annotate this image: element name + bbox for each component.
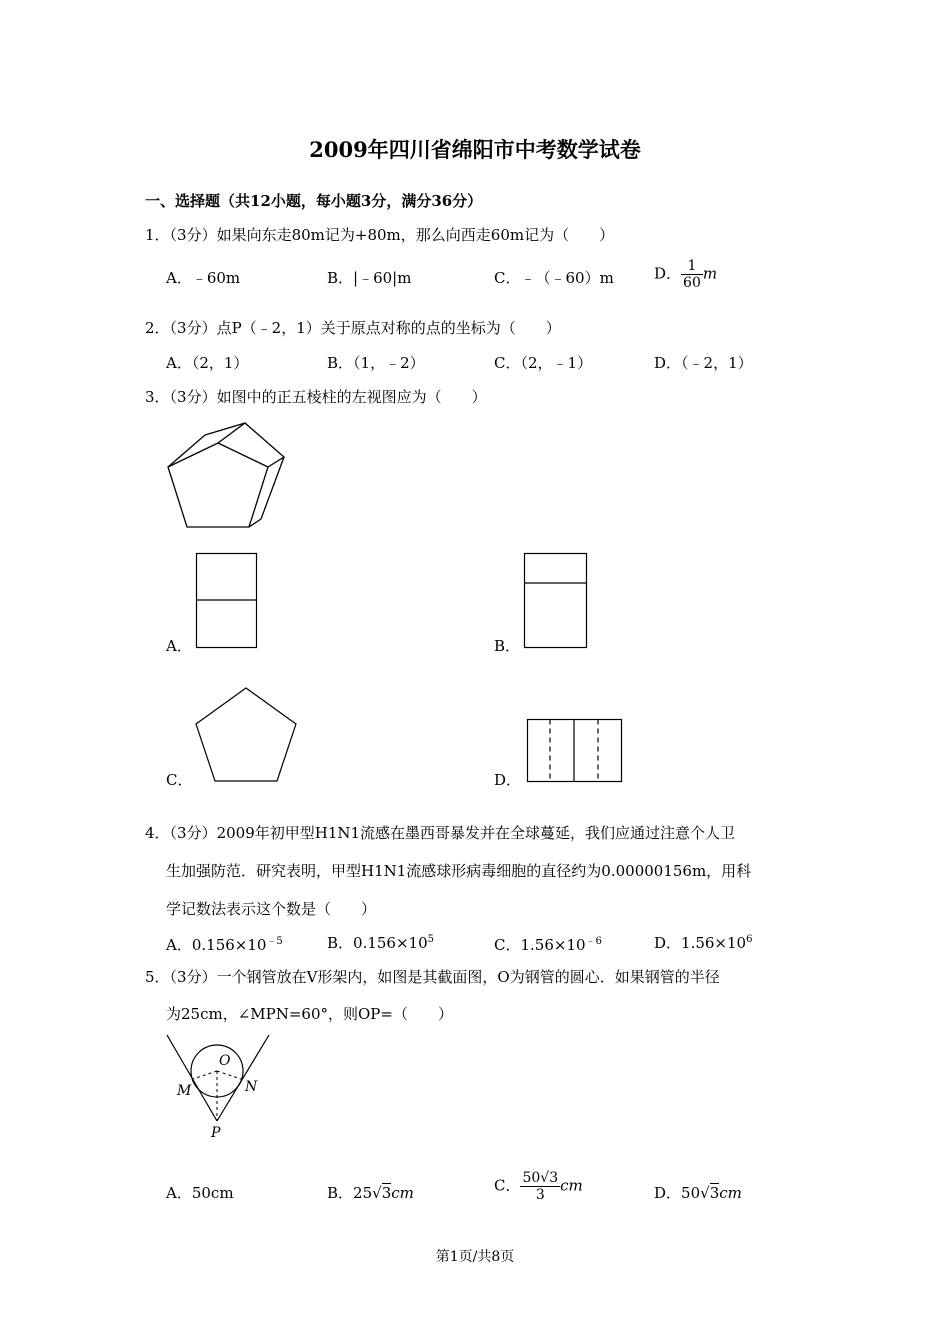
option-d-label: D．: [654, 264, 682, 283]
fraction-denominator: 3: [535, 1187, 545, 1203]
question-1-option-d: [654, 258, 717, 291]
option-b-exponent: 5: [427, 934, 434, 945]
question-4-line-2: 生加强防范．研究表明，甲型H1N1流感球形病毒细胞的直径约为0.00000156m，用科: [166, 862, 752, 880]
unit: cm: [719, 1184, 742, 1202]
option-d-figure: [527, 719, 623, 783]
option-b-coefficient: B．25: [327, 1184, 373, 1202]
option-b-base: B．0.156×10: [327, 934, 428, 952]
option-c-base: C．1.56×10: [494, 936, 586, 954]
option-a-base: A．0.156×10: [166, 936, 267, 954]
fraction: [681, 258, 703, 291]
option-a-figure: [196, 553, 258, 649]
fraction-numerator: 50√3: [522, 1170, 559, 1186]
fraction: [520, 1170, 560, 1203]
fraction-numerator: 1: [681, 258, 703, 275]
question-3-option-b: B．: [494, 637, 521, 655]
label-m: M: [177, 1083, 192, 1099]
question-2-stem: 2．（3分）点P（﹣2，1）关于原点对称的点的坐标为（ ）: [145, 319, 561, 337]
question-4-line-3: 学记数法表示这个数是（ ）: [166, 900, 377, 918]
radicand: 3: [381, 1184, 392, 1202]
option-c-label: C．: [494, 1176, 521, 1195]
question-5-option-b: [327, 1182, 414, 1203]
fraction-denominator: 60: [683, 275, 701, 291]
pentagonal-prism-figure: [160, 415, 290, 535]
option-b-figure: [524, 553, 588, 649]
question-5-line-2: 为25cm，∠MPN=60°，则OP=（ ）: [166, 1005, 453, 1023]
question-4-option-d: [654, 932, 752, 953]
label-n: N: [245, 1079, 258, 1095]
label-p: P: [211, 1125, 221, 1141]
option-c-figure: [195, 687, 299, 785]
sqrt-icon: √: [372, 1184, 382, 1202]
question-3-option-d: D．: [494, 771, 522, 789]
question-3-option-c: C．: [166, 771, 193, 789]
question-3-stem: 3．（3分）如图中的正五棱柱的左视图应为（ ）: [145, 388, 487, 406]
option-d-exponent: 6: [746, 934, 753, 945]
page-footer: 第1页/共8页: [435, 1249, 515, 1265]
unit: cm: [560, 1176, 583, 1195]
question-1-option-a: A．﹣60m: [166, 269, 241, 287]
unit: m: [702, 264, 718, 283]
question-5-line-1: 5．（3分）一个钢管放在V形架内，如图是其截面图，O为钢管的圆心．如果钢管的半径: [145, 968, 720, 986]
section-heading: 一、选择题（共12小题，每小题3分，满分36分）: [145, 192, 483, 210]
unit: cm: [391, 1184, 414, 1202]
question-1-stem: 1．（3分）如果向东走80m记为+80m，那么向西走60m记为（ ）: [145, 226, 615, 244]
question-1-option-b: B．|﹣60|m: [327, 269, 412, 287]
question-2-option-c: C．（2，﹣1）: [494, 354, 593, 372]
label-o: O: [219, 1053, 231, 1069]
radicand: 3: [709, 1184, 720, 1202]
question-5-option-a: A．50cm: [166, 1184, 234, 1202]
question-1-option-c: C．﹣（﹣60）m: [494, 269, 614, 287]
question-4-option-a: [166, 932, 283, 955]
question-2-option-a: A．（2，1）: [166, 354, 249, 372]
option-c-exponent: ﹣6: [585, 936, 602, 947]
question-4-option-c: [494, 932, 602, 955]
question-4-option-b: [327, 932, 434, 953]
question-2-option-d: D．（﹣2，1）: [654, 354, 753, 372]
sqrt-icon: √: [700, 1184, 710, 1202]
option-d-base: D．1.56×10: [654, 934, 747, 952]
v-shape-pipe-figure: [165, 1033, 275, 1143]
question-3-option-a: A．: [166, 637, 192, 655]
option-a-exponent: ﹣5: [266, 936, 283, 947]
question-2-option-b: B．（1，﹣2）: [327, 354, 425, 372]
question-5-option-c: [494, 1170, 583, 1203]
page-title: 2009年四川省绵阳市中考数学试卷: [309, 137, 641, 162]
question-4-line-1: 4．（3分）2009年初甲型H1N1流感在墨西哥暴发并在全球蔓延，我们应通过注意个人卫: [145, 824, 736, 842]
question-5-option-d: [654, 1182, 742, 1203]
option-d-coefficient: D．50: [654, 1184, 701, 1202]
